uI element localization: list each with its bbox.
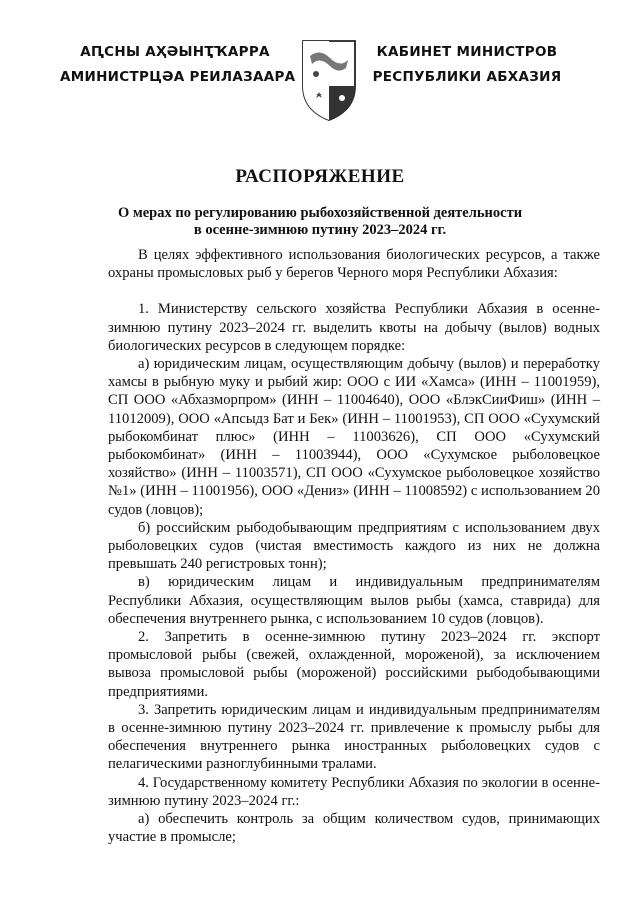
paragraph-item-1a: а) юридическим лицам, осуществляющим добычу (вылов) и переработку хамсы в рыбную муку и рыбий жир: ООО с ИИ «Хамса» (ИНН – 11001959), СП ООО «Абхазморпром» (ИНН – 11004640), ООО «БлэкСииФиш» (ИНН – 11012009), ООО «Апсыдз Бат и Бек» (ИНН – 11001953), СП ООО «Сухумский рыбокомбинат плюс» (ИНН – 11003626), СП ООО «Сухумский рыбокомбинат» (ИНН – 11003944), ООО «Сухумское рыболовецкое хозяйство» (ИНН – 11003571), СП ООО «Сухумское рыболовецкое хозяйство №1» (ИНН – 11001956), ООО «Дениз» (ИНН – 11008592) с использованием 20 судов (ловцов);: [108, 356, 600, 518]
header-abkhaz-line1: АԤСНЫ АҲӘЫНҬҠАРРА: [80, 44, 270, 60]
document-body: [108, 246, 600, 847]
header-abkhaz-line2: АМИНИСТРЦӘА РЕИЛАЗААРА: [60, 69, 296, 85]
subtitle-line1: О мерах по регулированию рыбохозяйственной деятельности: [117, 205, 523, 221]
paragraph-item-2: 2. Запретить в осенне-зимнюю путину 2023–2024 гг. экспорт промысловой рыбы (свежей, охлажденной, мороженой), за исключением вывоза промысловой рыбы (мороженой) российскими рыбодобывающими предприятиями.: [108, 629, 600, 700]
header-russian: [362, 40, 572, 90]
state-emblem-icon: [300, 38, 358, 122]
header-russian-line2: РЕСПУБЛИКИ АБХАЗИЯ: [372, 69, 562, 85]
preamble-paragraph: В целях эффективного использования биологических ресурсов, а также охраны промысловых рыб у берегов Черного моря Республики Абхазия:: [108, 247, 600, 282]
paragraph-item-1c: в) юридическим лицам и индивидуальным предпринимателям Республики Абхазия, осуществляющим вылов рыбы (хамса, ставрида) для обеспечения внутреннего рынка, с использованием 10 судов (ловцов).: [108, 574, 600, 627]
document-subtitle: [100, 205, 540, 239]
header-russian-line1: КАБИНЕТ МИНИСТРОВ: [376, 44, 558, 60]
document-title: РАСПОРЯЖЕНИЕ: [235, 166, 405, 187]
paragraph-item-4: 4. Государственному комитету Республики Абхазия по экологии в осенне-зимнюю путину 2023–2024 гг.:: [108, 774, 600, 809]
paragraph-item-1: 1. Министерству сельского хозяйства Республики Абхазия в осенне-зимнюю путину 2023–2024 гг. выделить квоты на добычу (вылов) водных биологических ресурсов в следующем порядке:: [108, 301, 600, 354]
subtitle-line2: в осенне-зимнюю путину 2023–2024 гг.: [193, 222, 447, 238]
header-abkhaz: [60, 40, 296, 90]
paragraph-item-1b: б) российским рыбодобывающим предприятиям с использованием двух рыболовецких судов (чистая вместимость каждого из них не должна превышать 240 регистровых тонн);: [108, 519, 600, 573]
paragraph-item-3: 3. Запретить юридическим лицам и индивидуальным предпринимателям в осенне-зимнюю путину 2023–2024 гг. привлечение к промыслу рыбы для обеспечения внутреннего рынка иностранных рыболовецких судов с пелагическими разноглубинными тралами.: [108, 701, 600, 773]
paragraph-item-4a: а) обеспечить контроль за общим количеством судов, принимающих участие в промысле;: [108, 811, 600, 846]
